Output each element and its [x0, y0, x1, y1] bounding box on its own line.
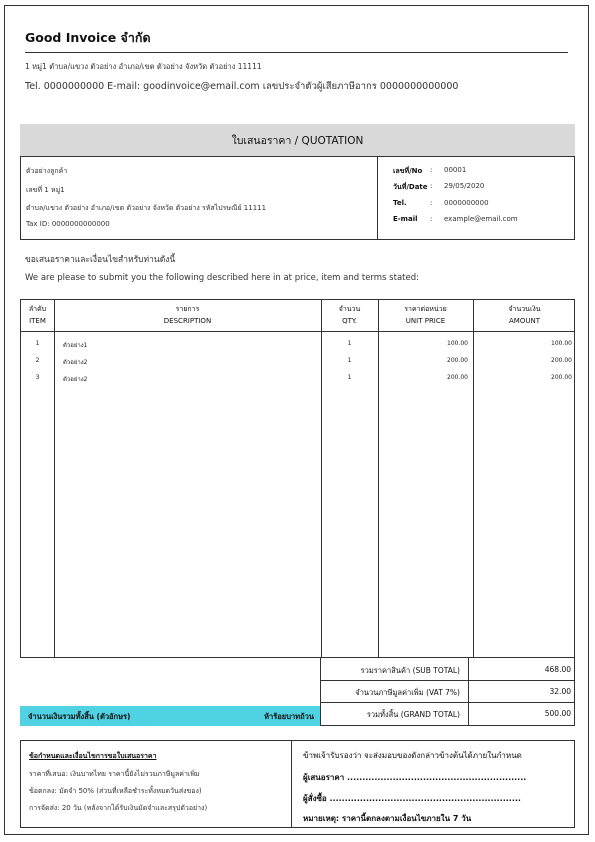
validity-note: หมายเหตุ: ราคานี้ตกลงตามเงื่อนไขภายใน 7 วัน — [303, 814, 472, 823]
totals-box — [320, 658, 575, 726]
row-divider — [321, 680, 574, 681]
row-qty: 1 — [347, 357, 352, 364]
company-contact: Tel. 0000000000 E-mail: goodinvoice@email.com เลขประจำตัวผู้เสียภาษีอากร 0000000000000 — [25, 81, 459, 92]
vat-value: 32.00 — [549, 687, 571, 696]
colon: : — [430, 199, 433, 207]
row-divider — [321, 702, 574, 703]
row-unit-price: 200.00 — [447, 357, 468, 364]
proposer-signature-line: ผู้เสนอราคา ........................................................... — [303, 773, 527, 782]
subtotal-label: รวมราคาสินค้า (SUB TOTAL) — [360, 666, 460, 675]
customer-box — [20, 156, 377, 240]
colon: : — [430, 215, 433, 223]
company-name: Good Invoice จำกัด — [25, 30, 151, 45]
row-item-number: 1 — [35, 340, 40, 347]
header-qty: จำนวน QTY. — [338, 305, 361, 325]
row-item-number: 2 — [35, 357, 40, 364]
terms-divider — [291, 741, 292, 827]
row-description: ตัวอย่าง1 — [63, 342, 88, 349]
tel-value: 0000000000 — [444, 199, 489, 207]
header-divider — [25, 52, 568, 53]
customer-tax-id: Tax ID: 0000000000000 — [26, 220, 110, 228]
row-description: ตัวอย่าง2 — [63, 376, 88, 383]
row-qty: 1 — [347, 340, 352, 347]
column-divider — [321, 300, 322, 657]
vat-label: จำนวนภาษีมูลค่าเพิ่ม (VAT 7%) — [355, 688, 460, 697]
row-unit-price: 100.00 — [447, 340, 468, 347]
row-item-number: 3 — [35, 374, 40, 381]
column-divider — [378, 300, 379, 657]
tel-label: Tel. — [393, 199, 407, 207]
doc-no-value: 00001 — [444, 166, 467, 174]
subtotal-value: 468.00 — [544, 665, 571, 674]
document-title: ใบเสนอราคา / QUOTATION — [20, 124, 575, 156]
terms-line-price: ราคาที่เสนอ: เงินบาทไทย ราคานี้ยังไม่รวมภาษีมูลค่าเพิ่ม — [29, 770, 200, 778]
header-item: ลำดับ ITEM — [28, 305, 47, 325]
amount-in-words-value: ห้าร้อยบาทถ้วน — [264, 712, 314, 721]
buyer-signature-line: ผู้สั่งซื้อ ............................................................... — [303, 794, 521, 803]
header-row-divider — [21, 331, 574, 332]
document-meta-box — [377, 156, 575, 240]
doc-no-label: เลขที่/No — [393, 167, 423, 175]
quotation-page — [4, 5, 589, 835]
column-divider — [54, 300, 55, 657]
intro-english: We are please to submit you the following described here in at price, item and terms stated: — [25, 273, 419, 283]
terms-line-delivery: การจัดส่ง: 20 วัน (หลังจากได้รับเงินมัดจำและสรุปตัวอย่าง) — [29, 804, 208, 812]
row-amount: 200.00 — [551, 357, 572, 364]
header-unit-price: ราคาต่อหน่วย UNIT PRICE — [404, 305, 447, 325]
header-amount: จำนวนเงิน AMOUNT — [508, 305, 541, 325]
terms-title: ข้อกำหนดและเงื่อนไขการขอใบเสนอราคา — [29, 752, 157, 760]
colon: : — [430, 166, 433, 174]
row-qty: 1 — [347, 374, 352, 381]
terms-box — [20, 740, 575, 828]
column-divider — [473, 300, 474, 657]
company-address: 1 หมู่1 ตำบล/แขวง ตัวอย่าง อำเภอ/เขต ตัวอย่าง จังหวัด ตัวอย่าง 11111 — [25, 62, 262, 71]
email-value: example@email.com — [444, 215, 518, 223]
grand-total-value: 500.00 — [544, 709, 571, 718]
amount-in-words-bar — [20, 706, 320, 726]
customer-name: ตัวอย่างลูกค้า — [26, 167, 68, 175]
customer-address-line1: เลขที่ 1 หมู่1 — [26, 186, 65, 194]
row-amount: 200.00 — [551, 374, 572, 381]
header-description: รายการ DESCRIPTION — [163, 305, 212, 325]
acceptance-statement: ข้าพเจ้ารับรองว่า จะส่งมอบของดังกล่าวข้างต้นได้ภายในกำหนด — [303, 751, 522, 760]
amount-in-words-label: จำนวนเงินรวมทั้งสิ้น (ตัวอักษร) — [28, 712, 131, 721]
grand-total-label: รวมทั้งสิ้น (GRAND TOTAL) — [366, 710, 460, 719]
intro-thai: ขอเสนอราคาและเงื่อนไขสำหรับท่านดังนี้ — [25, 255, 176, 265]
row-amount: 100.00 — [551, 340, 572, 347]
customer-address-line2: ตำบล/แขวง ตัวอย่าง อำเภอ/เขต ตัวอย่าง จังหวัด ตัวอย่าง รหัสไปรษณีย์ 11111 — [26, 204, 267, 212]
terms-line-deposit: ข้อตกลง: มัดจำ 50% (ส่วนที่เหลือชำระทั้งหมดวันส่งของ) — [29, 787, 202, 795]
doc-date-label: วันที่/Date — [393, 183, 428, 191]
colon: : — [430, 182, 433, 190]
row-unit-price: 200.00 — [447, 374, 468, 381]
email-label: E-mail — [393, 215, 418, 223]
row-description: ตัวอย่าง2 — [63, 359, 88, 366]
items-table — [20, 299, 575, 658]
doc-date-value: 29/05/2020 — [444, 182, 485, 190]
